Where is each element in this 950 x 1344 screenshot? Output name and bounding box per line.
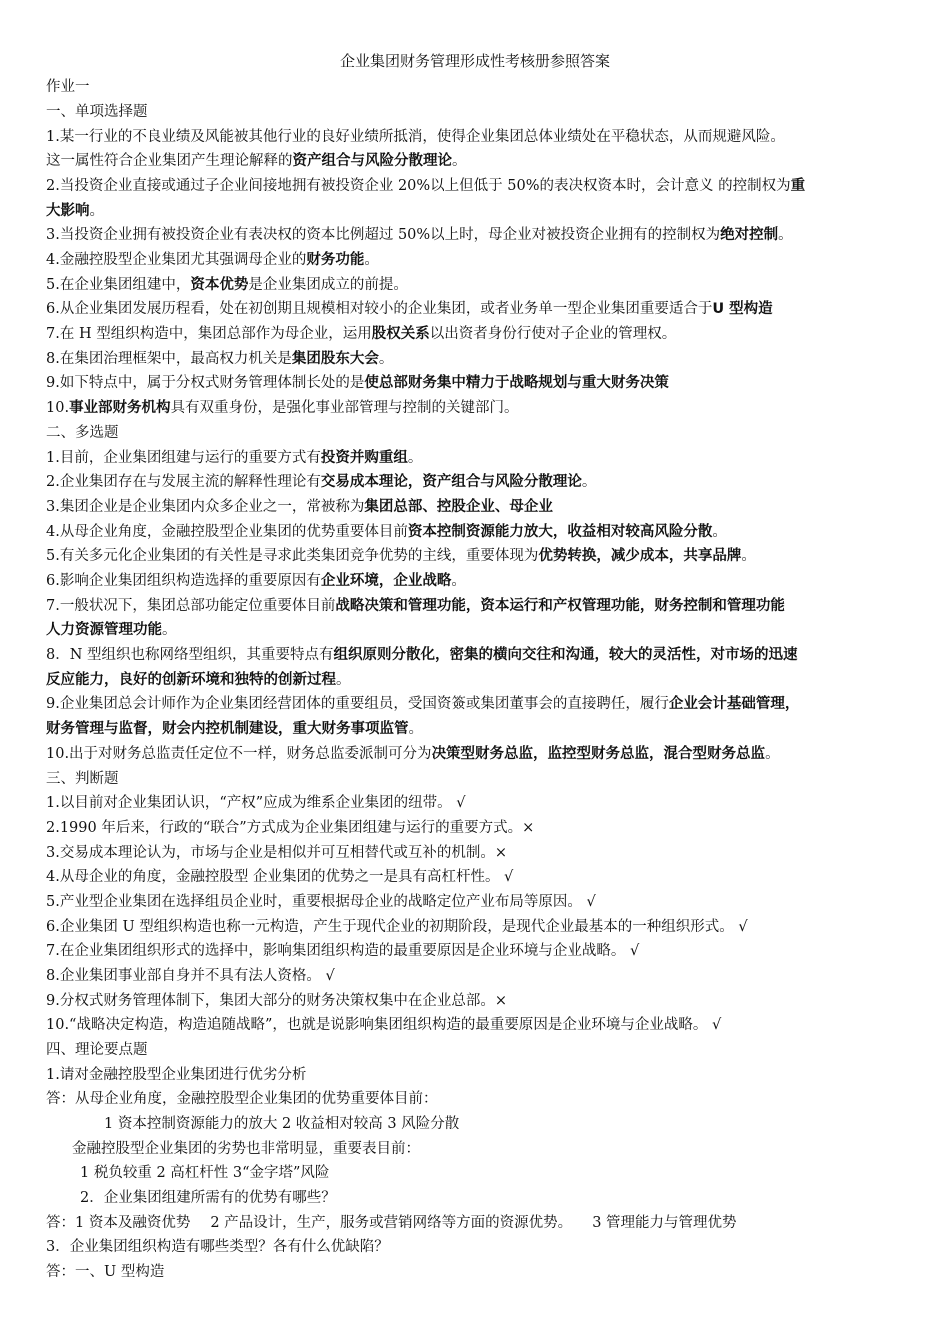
answer-part: 2 产品设计，生产，服务或营销网络等方面的资源优势。 [210, 1215, 573, 1231]
question-text: 7.一般状况下，集团总部功能定位重要体目前 [46, 598, 336, 614]
answer: 组织原则分散化，密集的横向交往和沟通，较大的灵活性，对市场的迅速 [333, 647, 798, 663]
question-7 [46, 322, 926, 347]
section-heading-theory: 四、理论要点题 [46, 1042, 148, 1058]
answer: 优势转换，减少成本，共享品牌 [538, 548, 742, 564]
answer: 企业会计基础管理， [668, 696, 800, 712]
answer: 大影响 [46, 203, 90, 219]
multi-question-7-line-1 [46, 594, 926, 619]
answer: U 型构造 [712, 301, 773, 317]
theory-answer-3: 答：一、U 型构造 [46, 1264, 165, 1280]
theory-question-2: 2．企业集团组建所需有的优势有哪些？ [80, 1190, 336, 1206]
question-text: 具有双重身份，是强化事业部管理与控制的关键部门。 [170, 400, 519, 416]
question-text: 以出资者身份行使对子企业的管理权。 [429, 326, 677, 342]
multi-question-2 [46, 470, 926, 495]
question-text: 3.当投资企业拥有被投资企业有表决权的资本比例超过 50%以上时，母企业对被投资企业拥有的控制权为 [46, 227, 721, 243]
question-text: 。 [778, 227, 793, 243]
answer: 资本控制资源能力放大，收益相对较高风险分散 [407, 524, 713, 540]
question-text: 5.在企业集团组建中， [46, 277, 191, 293]
multi-question-9-line-2 [46, 717, 926, 742]
theory-answer-1-disadvantages-intro: 金融控股型企业集团的劣势也非常明显，重要表目前： [72, 1141, 420, 1157]
question-4 [46, 248, 926, 273]
question-1-line-2 [46, 149, 926, 174]
judge-item: 4.从母企业的角度，金融控股型 企业集团的优势之一是具有高杠杆性。 √ [46, 869, 514, 885]
question-text: 。 [378, 351, 394, 367]
question-text: 6.影响企业集团组织构造选择的重要原因有 [46, 573, 321, 589]
question-text: 。 [408, 721, 423, 737]
question-text: 是企业集团成立的前提。 [248, 277, 408, 293]
question-text: 。 [89, 203, 104, 219]
theory-question-3: 3．企业集团组织构造有哪些类型？各有什么优缺陷？ [46, 1239, 389, 1255]
judge-item: 10.“战略决定构造，构造追随战略”，也就是说影响集团组织构造的最重要原因是企业环境与企业战略。 √ [46, 1017, 722, 1033]
question-text: 。 [741, 548, 756, 564]
question-text: 9.如下特点中，属于分权式财务管理体制长处的是 [46, 375, 365, 391]
question-text: 1.目前，企业集团组建与运行的重要方式有 [46, 450, 321, 466]
judge-item: 2.1990 年后来，行政的“联合”方式成为企业集团组建与运行的重要方式。× [46, 820, 535, 836]
question-text: 4.从母企业角度，金融控股型企业集团的优势重要体目前 [46, 524, 408, 540]
answer: 股权关系 [371, 326, 430, 342]
document-title: 企业集团财务管理形成性考核册参照答案 [339, 52, 610, 70]
answer: 资产组合与风险分散理论 [292, 153, 452, 169]
multi-question-10 [46, 742, 926, 767]
question-text: 。 [712, 524, 727, 540]
answer: 交易成本理论，资产组合与风险分散理论 [320, 474, 582, 490]
question-text: 2.企业集团存在与发展主流的解释性理论有 [46, 474, 321, 490]
judge-item: 9.分权式财务管理体制下，集团大部分的财务决策权集中在企业总部。× [46, 993, 507, 1009]
question-text: 10. [46, 400, 70, 416]
multi-question-3 [46, 495, 926, 520]
question-text: 5.有关多元化企业集团的有关性是寻求此类集团竞争优势的主线，重要体现为 [46, 548, 539, 564]
multi-question-8-line-1 [46, 643, 926, 668]
question-5 [46, 273, 926, 298]
question-text: 8．N 型组织也称网络型组织，其重要特点有 [46, 647, 334, 663]
theory-answer-2 [46, 1211, 926, 1236]
multi-question-9-line-1 [46, 692, 926, 717]
answer: 集团股东大会 [291, 351, 379, 367]
question-text: 4.金融控股型企业集团尤其强调母企业的 [46, 252, 307, 268]
answer: 绝对控制 [720, 227, 779, 243]
question-6 [46, 297, 926, 322]
multi-question-1 [46, 446, 926, 471]
answer: 人力资源管理功能 [46, 622, 162, 638]
theory-answer-1-disadvantages: 1 税负较重 2 高杠杆性 3“金字塔”风险 [80, 1165, 330, 1181]
section-heading-true-false: 三、判断题 [46, 771, 119, 787]
homework-heading: 作业一 [46, 79, 90, 95]
question-text: 这一属性符合企业集团产生理论解释的 [46, 153, 293, 169]
question-text: 6.从企业集团发展历程看，处在初创期且规模相对较小的企业集团，或者业务单一型企业集团重要适合于 [46, 301, 713, 317]
answer: 投资并购重组 [320, 450, 408, 466]
judge-item: 1.以目前对企业集团认识，“产权”应成为维系企业集团的纽带。 √ [46, 795, 466, 811]
question-2-line-1 [46, 174, 926, 199]
theory-answer-1-advantages: 1 资本控制资源能力的放大 2 收益相对较高 3 风险分散 [104, 1116, 460, 1132]
multi-question-4 [46, 520, 926, 545]
multi-question-7-line-2 [46, 618, 926, 643]
answer: 企业环境，企业战略 [320, 573, 452, 589]
answer: 重 [790, 178, 806, 194]
question-9 [46, 371, 926, 396]
answer-part: 答：1 资本及融资优势 [46, 1215, 191, 1231]
multi-question-6 [46, 569, 926, 594]
question-text: 。 [364, 252, 379, 268]
question-text: 9.企业集团总会计师作为企业集团经营团体的重要组员，受国资簽或集团董事会的直接聘任，履行 [46, 696, 669, 712]
question-text: 3.集团企业是企业集团内众多企业之一，常被称为 [46, 499, 365, 515]
question-text: 。 [407, 450, 423, 466]
answer: 反应能力，良好的创新环境和独特的创新过程 [46, 672, 336, 688]
question-10 [46, 396, 926, 421]
question-text: 。 [162, 622, 177, 638]
answer: 战略决策和管理功能，资本运行和产权管理功能，财务控制和管理功能 [335, 598, 785, 614]
answer: 事业部财务机构 [69, 400, 171, 416]
multi-question-8-line-2 [46, 668, 926, 693]
answer: 决策型财务总监，监控型财务总监，混合型财务总监 [431, 746, 766, 762]
question-text: 7.在 H 型组织构造中，集团总部作为母企业，运用 [46, 326, 372, 342]
multi-question-5 [46, 544, 926, 569]
judge-item: 8.企业集团事业部自身并不具有法人资格。 √ [46, 968, 335, 984]
answer-part: 3 管理能力与管理优势 [592, 1215, 737, 1231]
question-text: 。 [581, 474, 597, 490]
answer: 集团总部、控股企业、母企业 [364, 499, 553, 515]
answer: 资本优势 [190, 277, 249, 293]
question-text: 。 [765, 746, 780, 762]
answer: 使总部财务集中精力于战略规划与重大财务决策 [364, 375, 669, 391]
question-text: 2.当投资企业直接或通过子企业间接地拥有被投资企业 20%以上但低于 50%的表决权资本时，会计意义 的控制权为 [46, 178, 791, 194]
question-text: 。 [336, 672, 351, 688]
question-2-line-2 [46, 199, 926, 224]
question-8 [46, 347, 926, 372]
answer: 财务管理与监督，财会内控机制建设，重大财务事项监管 [46, 721, 409, 737]
question-text: 10.出于对财务总监责任定位不一样，财务总监委派制可分为 [46, 746, 432, 762]
question-text: 。 [451, 573, 466, 589]
judge-item: 7.在企业集团组织形式的选择中，影响集团组织构造的最重要原因是企业环境与企业战略。 √ [46, 943, 640, 959]
judge-item: 3.交易成本理论认为，市场与企业是相似并可互相替代或互补的机制。× [46, 845, 507, 861]
section-heading-multiple-choice: 二、多选题 [46, 425, 119, 441]
question-1-line-1: 1.某一行业的不良业绩及风能被其他行业的良好业绩所抵消，使得企业集团总体业绩处在平稳状态，从而规避风险。 [46, 129, 785, 145]
theory-answer-1: 答：从母企业角度，金融控股型企业集团的优势重要体目前： [46, 1091, 438, 1107]
question-3 [46, 223, 926, 248]
section-heading-single-choice: 一、单项选择题 [46, 104, 148, 120]
judge-item: 5.产业型企业集团在选择组员企业时，重要根据母企业的战略定位产业布局等原因。 √ [46, 894, 596, 910]
theory-question-1: 1.请对金融控股型企业集团进行优劣分析 [46, 1067, 307, 1083]
judge-item: 6.企业集团 U 型组织构造也称一元构造，产生于现代企业的初期阶段，是现代企业最基本的一种组织形式。 √ [46, 919, 748, 935]
question-text: 8.在集团治理框架中，最高权力机关是 [46, 351, 292, 367]
question-text: 。 [452, 153, 467, 169]
answer: 财务功能 [306, 252, 365, 268]
